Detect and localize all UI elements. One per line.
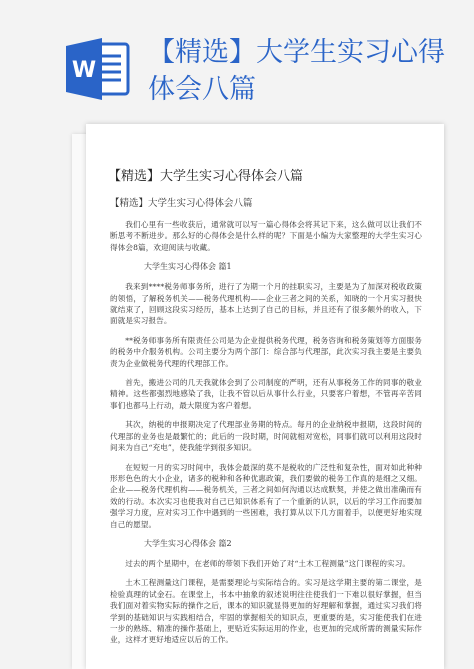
svg-text:W: W	[71, 58, 97, 83]
document-page	[86, 124, 444, 669]
document-subtitle: 【精选】大学生实习心得体会八篇	[110, 198, 253, 209]
word-icon	[66, 38, 130, 100]
section-heading: 大学生实习心得体会 篇2	[144, 538, 232, 548]
paragraph: 过去的两个星期中，在老师的带领下我们开始了对“土木工程测量”这门课程的实习。	[125, 558, 411, 568]
header	[0, 0, 474, 120]
paragraph: 土木工程测量这门课程，是需要理论与实际结合的。实习是这学期主要的第二课堂，是检验真理的试金石。在课堂上，书本中抽象的叙述说明往往使我们一下难以很好掌握，但当我们面对着实物实际的操作之后，课本的知识就显得更加的好理解和掌握，通过实习我们将学到的基础知识与实践相结合，牢固的掌握相关的知识点，更重要的是，实习能使我们在进一步的熟练、精准的操作基础上，更贴近实际运用的作业，也更加的完成所需的测量实际作业，这样才更好地适应以后的工作。	[110, 578, 422, 645]
paragraph: 在短短一月的实习时间中，我体会最深的莫不是税收的广泛性和复杂性，面对如此种种形形色色的大小企业，诸多的税种和各种优惠政策，我们要做的税务工作真的是细之又细。企业——税务代理机构——税务机关，三者之间如何沟通以达成默契，并使之做出准确而有效的行动。本次实习也使我对自己已知识体系有了一个重新的认识，以后的学习工作而要加强学习力度，应对实习工作中遇到的一些困难，我打算从以下几方面着手，以便更好地实现自己的愿望。	[110, 462, 422, 529]
section-heading: 大学生实习心得体会 篇1	[144, 262, 232, 272]
document-title: 【精选】大学生实习心得体会八篇	[108, 169, 304, 184]
paragraph: 其次，纳税的申报期决定了代理部业务期的特点。每月的企业纳税申报期，这段时间的代理部的业务也是最繁忙的；此后的一段时期，时间就相对宽松，同事们就可以利用这段时间来为自己“充电”，使我能学到很多知识。	[110, 420, 422, 453]
paragraph: 首先，搬进公司的几天我就体会到了公司制度的严明，还有从事税务工作的同事的敬业精神。这些都强烈地感染了我，让我不管以后从事什么行业，只要客户着想，不管再辛苦同事们也都马上行动，最大限度为客户着想。	[110, 378, 422, 410]
intro-paragraph: 我们心里有一些收获后，通常就可以写一篇心得体会将其记下来，这么做可以让我们不断思考不断进步。那么好的心得体会是什么样的呢？下面是小编为大家整理的大学生实习心得体会8篇，欢迎阅读与收藏。	[110, 220, 422, 252]
paragraph: 我来到****税务师事务所，进行了为期一个月的挂职实习，主要是为了加深对税收政策的领悟，了解税务机关——税务代理机构——企业三者之间的关系，知晓的一个月实习报快就结束了，回顾这段实习经历，基本上达到了自己的目标，并且还有了很多额外的收入，下面就是实习报告。	[110, 282, 422, 326]
page-title: 【精选】大学生实习心得体会八篇	[148, 37, 445, 105]
paragraph: **税务师事务所有限责任公司是为企业提供税务代理，税务咨询和税务策划等方面服务的税务中介服务机构。公司主要分为两个部门：综合部与代理部，此次实习我主要是主要负责为企业做税务代理的代理部工作。	[110, 335, 422, 368]
document-body	[110, 168, 422, 654]
